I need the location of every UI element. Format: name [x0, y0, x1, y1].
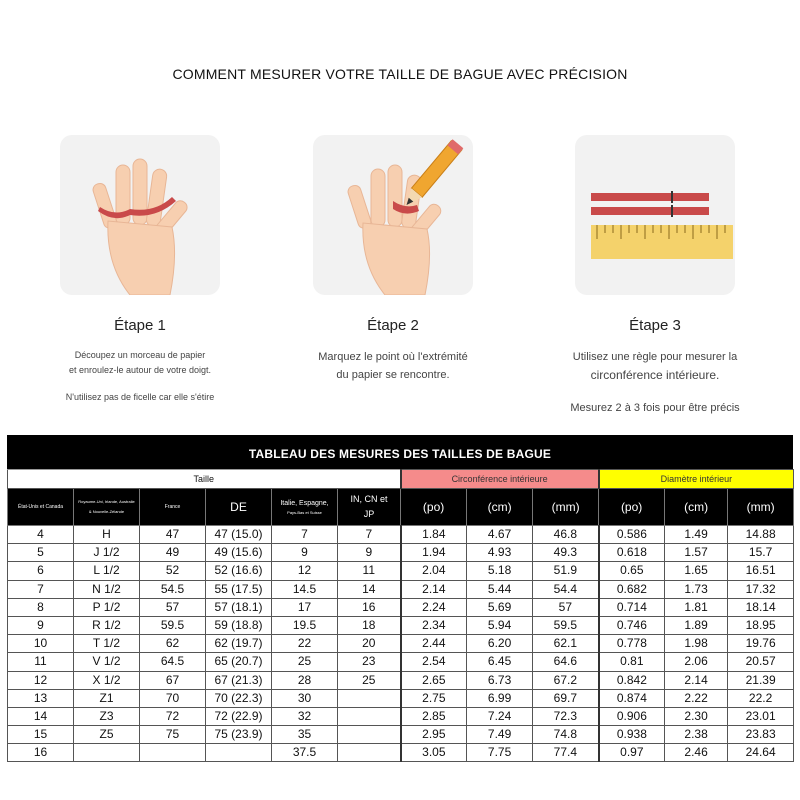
cell-diam-cm: 2.38	[665, 726, 728, 744]
table-title: TABLEAU DES MESURES DES TAILLES DE BAGUE	[7, 435, 793, 469]
cell-it: 7	[272, 526, 338, 544]
cell-de: 67 (21.3)	[206, 671, 272, 689]
cell-diam-mm: 20.57	[728, 653, 794, 671]
header-diam-mm: (mm)	[728, 489, 794, 526]
header-uk-line-1: Royaume-Uni, Irlande, Australie	[78, 499, 135, 504]
cell-diam-po: 0.682	[599, 580, 665, 598]
cell-diam-po: 0.81	[599, 653, 665, 671]
cell-diam-cm: 2.14	[665, 671, 728, 689]
step-3-title: Étape 3	[629, 317, 681, 334]
table-row	[8, 744, 794, 762]
table-row	[8, 653, 794, 671]
cell-circ-po: 2.54	[401, 653, 467, 671]
cell-circ-mm: 57	[533, 598, 599, 616]
cell-fr: 57	[140, 598, 206, 616]
table-row	[8, 580, 794, 598]
cell-cn: 20	[338, 635, 401, 653]
cell-diam-mm: 21.39	[728, 671, 794, 689]
cell-it: 12	[272, 562, 338, 580]
header-france: France	[140, 489, 206, 526]
cell-fr: 67	[140, 671, 206, 689]
table-row	[8, 616, 794, 634]
header-diam-po: (po)	[599, 489, 665, 526]
header-italy-line-1: Italie, Espagne,	[280, 500, 329, 507]
cell-diam-po: 0.778	[599, 635, 665, 653]
cell-fr: 72	[140, 707, 206, 725]
cell-diam-mm: 22.2	[728, 689, 794, 707]
cell-fr: 75	[140, 726, 206, 744]
cell-diam-po: 0.714	[599, 598, 665, 616]
cell-it: 14.5	[272, 580, 338, 598]
ruler-icon	[575, 135, 735, 295]
hand-pencil-icon	[313, 135, 473, 295]
cell-de: 72 (22.9)	[206, 707, 272, 725]
cell-diam-mm: 14.88	[728, 526, 794, 544]
cell-uk: X 1/2	[74, 671, 140, 689]
cell-diam-cm: 1.73	[665, 580, 728, 598]
cell-fr: 62	[140, 635, 206, 653]
cell-us: 16	[8, 744, 74, 762]
cell-circ-mm: 51.9	[533, 562, 599, 580]
cell-diam-po: 0.618	[599, 544, 665, 562]
cell-circ-cm: 5.69	[467, 598, 533, 616]
cell-it: 25	[272, 653, 338, 671]
cell-circ-mm: 64.6	[533, 653, 599, 671]
step-1-desc-line-1: Découpez un morceau de papier	[74, 350, 206, 360]
cell-circ-cm: 4.67	[467, 526, 533, 544]
cell-diam-cm: 2.06	[665, 653, 728, 671]
step-3-desc-line-2: circonférence intérieure.	[590, 368, 720, 382]
header-circ-po: (po)	[401, 489, 467, 526]
cell-circ-cm: 6.20	[467, 635, 533, 653]
table-body	[8, 526, 794, 762]
step-2	[268, 135, 518, 384]
cell-uk: H	[74, 526, 140, 544]
header-de: DE	[206, 489, 272, 526]
cell-circ-mm: 62.1	[533, 635, 599, 653]
cell-de: 65 (20.7)	[206, 653, 272, 671]
cell-de: 57 (18.1)	[206, 598, 272, 616]
cell-uk: V 1/2	[74, 653, 140, 671]
cell-cn	[338, 707, 401, 725]
cell-circ-cm: 7.75	[467, 744, 533, 762]
cell-circ-mm: 54.4	[533, 580, 599, 598]
cell-diam-cm: 1.81	[665, 598, 728, 616]
table-row	[8, 635, 794, 653]
cell-uk: R 1/2	[74, 616, 140, 634]
cell-circ-po: 2.75	[401, 689, 467, 707]
cell-cn: 7	[338, 526, 401, 544]
cell-fr	[140, 744, 206, 762]
cell-circ-po: 2.24	[401, 598, 467, 616]
cell-circ-po: 2.14	[401, 580, 467, 598]
cell-cn: 23	[338, 653, 401, 671]
cell-diam-mm: 17.32	[728, 580, 794, 598]
cell-diam-mm: 23.83	[728, 726, 794, 744]
cell-cn: 9	[338, 544, 401, 562]
cell-diam-mm: 15.7	[728, 544, 794, 562]
cell-cn: 18	[338, 616, 401, 634]
steps-section	[0, 135, 800, 415]
cell-cn: 14	[338, 580, 401, 598]
cell-us: 13	[8, 689, 74, 707]
cell-circ-mm: 69.7	[533, 689, 599, 707]
cell-diam-po: 0.906	[599, 707, 665, 725]
cell-it: 37.5	[272, 744, 338, 762]
cell-circ-mm: 74.8	[533, 726, 599, 744]
cell-fr: 64.5	[140, 653, 206, 671]
cell-circ-po: 2.34	[401, 616, 467, 634]
cell-us: 10	[8, 635, 74, 653]
step-3-note: Mesurez 2 à 3 fois pour être précis	[570, 402, 740, 414]
cell-cn: 16	[338, 598, 401, 616]
step-2-description	[268, 348, 518, 384]
table-row	[8, 544, 794, 562]
table-row	[8, 671, 794, 689]
cell-circ-po: 1.84	[401, 526, 467, 544]
cell-circ-mm: 77.4	[533, 744, 599, 762]
cell-circ-mm: 46.8	[533, 526, 599, 544]
cell-fr: 47	[140, 526, 206, 544]
cell-diam-cm: 1.89	[665, 616, 728, 634]
cell-it: 35	[272, 726, 338, 744]
cell-de: 70 (22.3)	[206, 689, 272, 707]
step-1-note: N'utilisez pas de ficelle car elle s'étire	[65, 392, 215, 402]
header-cn	[338, 489, 401, 526]
cell-de: 55 (17.5)	[206, 580, 272, 598]
cell-circ-cm: 4.93	[467, 544, 533, 562]
cell-us: 9	[8, 616, 74, 634]
cell-cn	[338, 689, 401, 707]
cell-diam-mm: 18.95	[728, 616, 794, 634]
step-2-desc-line-2: du papier se rencontre.	[336, 369, 450, 381]
cell-it: 9	[272, 544, 338, 562]
cell-circ-mm: 59.5	[533, 616, 599, 634]
cell-circ-mm: 72.3	[533, 707, 599, 725]
cell-de: 62 (19.7)	[206, 635, 272, 653]
cell-diam-cm: 1.98	[665, 635, 728, 653]
cell-uk: T 1/2	[74, 635, 140, 653]
cell-cn	[338, 744, 401, 762]
step-1	[15, 135, 265, 402]
cell-circ-cm: 6.99	[467, 689, 533, 707]
cell-diam-cm: 1.65	[665, 562, 728, 580]
cell-fr: 70	[140, 689, 206, 707]
cell-fr: 59.5	[140, 616, 206, 634]
header-italy	[272, 489, 338, 526]
group-circumference: Circonférence intérieure	[401, 470, 599, 489]
cell-it: 32	[272, 707, 338, 725]
cell-it: 17	[272, 598, 338, 616]
cell-us: 12	[8, 671, 74, 689]
step-1-illustration	[60, 135, 220, 295]
step-3-desc-line-1: Utilisez une règle pour mesurer la	[572, 351, 738, 363]
header-cn-line-2: JP	[363, 509, 375, 519]
cell-diam-mm: 19.76	[728, 635, 794, 653]
cell-circ-cm: 5.18	[467, 562, 533, 580]
cell-circ-mm: 49.3	[533, 544, 599, 562]
cell-uk: L 1/2	[74, 562, 140, 580]
cell-diam-mm: 24.64	[728, 744, 794, 762]
step-1-desc-line-2: et enroulez-le autour de votre doigt.	[68, 365, 212, 375]
cell-us: 14	[8, 707, 74, 725]
cell-circ-mm: 67.2	[533, 671, 599, 689]
cell-uk: Z5	[74, 726, 140, 744]
table-header-row	[8, 489, 794, 526]
group-taille: Taille	[8, 470, 401, 489]
cell-circ-po: 2.85	[401, 707, 467, 725]
cell-circ-cm: 6.73	[467, 671, 533, 689]
cell-de: 59 (18.8)	[206, 616, 272, 634]
size-table-grid	[7, 469, 794, 762]
table-group-row	[8, 470, 794, 489]
cell-diam-cm: 2.30	[665, 707, 728, 725]
cell-uk: J 1/2	[74, 544, 140, 562]
cell-diam-cm: 2.46	[665, 744, 728, 762]
cell-us: 6	[8, 562, 74, 580]
cell-de: 52 (16.6)	[206, 562, 272, 580]
table-row	[8, 526, 794, 544]
cell-fr: 54.5	[140, 580, 206, 598]
cell-it: 22	[272, 635, 338, 653]
cell-us: 11	[8, 653, 74, 671]
table-row	[8, 689, 794, 707]
cell-diam-mm: 16.51	[728, 562, 794, 580]
cell-de: 47 (15.0)	[206, 526, 272, 544]
cell-diam-po: 0.586	[599, 526, 665, 544]
cell-diam-cm: 1.49	[665, 526, 728, 544]
cell-diam-po: 0.938	[599, 726, 665, 744]
cell-de	[206, 744, 272, 762]
group-diameter: Diamètre intérieur	[599, 470, 794, 489]
cell-it: 19.5	[272, 616, 338, 634]
cell-us: 5	[8, 544, 74, 562]
cell-us: 7	[8, 580, 74, 598]
header-italy-line-2: Pays-Bas et Suisse	[287, 510, 322, 515]
cell-circ-cm: 6.45	[467, 653, 533, 671]
cell-diam-po: 0.97	[599, 744, 665, 762]
header-cn-line-1: IN, CN et	[350, 494, 388, 504]
cell-uk: Z3	[74, 707, 140, 725]
table-row	[8, 598, 794, 616]
step-1-description	[15, 348, 265, 378]
size-table	[7, 435, 793, 762]
header-us: État-Unis et Canada	[8, 489, 74, 526]
cell-diam-mm: 23.01	[728, 707, 794, 725]
cell-uk	[74, 744, 140, 762]
cell-uk: Z1	[74, 689, 140, 707]
cell-cn: 11	[338, 562, 401, 580]
page-title: COMMENT MESURER VOTRE TAILLE DE BAGUE AVEC PRÉCISION	[172, 66, 628, 82]
step-2-desc-line-1: Marquez le point où l'extrémité	[318, 351, 468, 363]
cell-fr: 52	[140, 562, 206, 580]
cell-it: 28	[272, 671, 338, 689]
step-2-illustration	[313, 135, 473, 295]
cell-diam-po: 0.874	[599, 689, 665, 707]
step-1-title: Étape 1	[114, 317, 166, 334]
table-row	[8, 726, 794, 744]
cell-uk: N 1/2	[74, 580, 140, 598]
cell-circ-po: 2.65	[401, 671, 467, 689]
header-uk	[74, 489, 140, 526]
cell-it: 30	[272, 689, 338, 707]
cell-diam-po: 0.65	[599, 562, 665, 580]
cell-cn: 25	[338, 671, 401, 689]
header-circ-mm: (mm)	[533, 489, 599, 526]
cell-uk: P 1/2	[74, 598, 140, 616]
cell-us: 8	[8, 598, 74, 616]
table-row	[8, 707, 794, 725]
cell-diam-po: 0.746	[599, 616, 665, 634]
header-circ-cm: (cm)	[467, 489, 533, 526]
step-3	[530, 135, 780, 414]
cell-us: 15	[8, 726, 74, 744]
cell-circ-cm: 5.94	[467, 616, 533, 634]
cell-circ-po: 2.44	[401, 635, 467, 653]
cell-circ-cm: 7.24	[467, 707, 533, 725]
step-2-title: Étape 2	[367, 317, 419, 334]
header-diam-cm: (cm)	[665, 489, 728, 526]
cell-circ-cm: 5.44	[467, 580, 533, 598]
cell-circ-po: 3.05	[401, 744, 467, 762]
cell-diam-cm: 1.57	[665, 544, 728, 562]
cell-circ-cm: 7.49	[467, 726, 533, 744]
cell-circ-po: 2.95	[401, 726, 467, 744]
header-uk-line-2: & Nouvelle-Zélande	[88, 509, 125, 514]
cell-de: 49 (15.6)	[206, 544, 272, 562]
cell-cn	[338, 726, 401, 744]
cell-us: 4	[8, 526, 74, 544]
cell-diam-cm: 2.22	[665, 689, 728, 707]
cell-circ-po: 2.04	[401, 562, 467, 580]
step-3-illustration	[575, 135, 735, 295]
cell-diam-po: 0.842	[599, 671, 665, 689]
step-3-description	[530, 348, 780, 384]
cell-diam-mm: 18.14	[728, 598, 794, 616]
cell-fr: 49	[140, 544, 206, 562]
cell-circ-po: 1.94	[401, 544, 467, 562]
table-row	[8, 562, 794, 580]
hand-wrap-icon	[60, 135, 220, 295]
cell-de: 75 (23.9)	[206, 726, 272, 744]
